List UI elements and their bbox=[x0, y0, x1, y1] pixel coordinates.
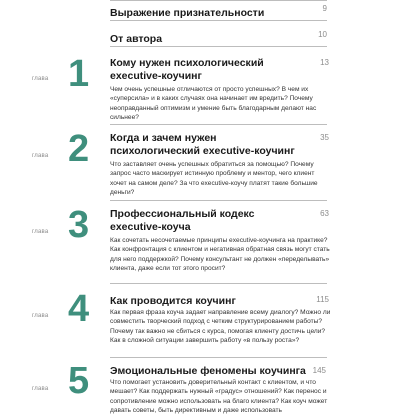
chapter-label: глава bbox=[32, 313, 49, 319]
top-rule bbox=[110, 0, 327, 1]
divider bbox=[110, 200, 327, 201]
divider bbox=[110, 20, 327, 21]
chapter-title: Как проводится коучинг bbox=[110, 295, 236, 307]
chapter-number: 2 bbox=[68, 128, 90, 170]
chapter-page: 115 bbox=[316, 295, 329, 304]
chapter-page: 63 bbox=[320, 209, 329, 218]
toc-entry-page: 9 bbox=[322, 4, 327, 13]
toc-entry-from-author[interactable] bbox=[110, 29, 327, 43]
divider bbox=[110, 357, 327, 358]
chapter-description: Чем очень успешные отличаются от просто успешных? В чем их «суперсила» и в каких случаях она начинает им вредить? Почему неоправданный оптимизм и умение быть благодарным делают нас сильнее? bbox=[110, 86, 317, 121]
chapter-title: Кому нужен психологический executive-коучинг bbox=[110, 57, 264, 82]
toc-entry-acknowledgements[interactable] bbox=[110, 3, 327, 17]
chapter-4[interactable] bbox=[0, 290, 420, 350]
chapter-number: 1 bbox=[68, 53, 90, 95]
chapter-description: Как первая фраза коуча задает направление всему диалогу? Можно ли совместить творческий подход с четким структурированием работы? Почему так важно не сбиться с курса, помогая клиенту достичь цели? Как в сложной ситуации завершить работу «в пользу роста»? bbox=[110, 309, 331, 344]
chapter-description: Что заставляет очень успешных обратиться за помощью? Почему запрос часто маскирует истинную проблему и ментор, чего клиент хочет на самом деле? За что executive-коучу платят такие большие деньги? bbox=[110, 161, 318, 196]
chapter-1[interactable] bbox=[0, 55, 420, 125]
chapter-5[interactable] bbox=[0, 362, 420, 420]
chapter-page: 35 bbox=[320, 133, 329, 142]
chapter-description: Что помогает установить доверительный контакт с клиентом, и что мешает? Как поддержать нужный «градус» отношений? Как перенос и сопротивление можно использовать на благо клиента? Как коуч может давать советы, быть директивным и даже использовать bbox=[110, 379, 328, 414]
chapter-page: 145 bbox=[312, 366, 326, 375]
chapter-title: Когда и зачем нужен психологический executive-коучинг bbox=[110, 132, 295, 157]
chapter-label: глава bbox=[32, 76, 49, 82]
chapter-number: 4 bbox=[68, 288, 90, 330]
chapter-page: 13 bbox=[320, 58, 329, 67]
divider bbox=[110, 46, 327, 47]
chapter-label: глава bbox=[32, 153, 49, 159]
divider bbox=[110, 124, 327, 125]
toc-entry-page: 10 bbox=[318, 30, 327, 39]
divider bbox=[110, 283, 327, 284]
toc-entry-title: От автора bbox=[110, 33, 163, 45]
chapter-number: 3 bbox=[68, 204, 90, 246]
chapter-number: 5 bbox=[68, 362, 90, 402]
chapter-label: глава bbox=[32, 229, 49, 235]
chapter-3[interactable] bbox=[0, 206, 420, 276]
chapter-label: глава bbox=[32, 386, 49, 392]
chapter-title: Эмоциональные феномены коучинга bbox=[110, 365, 306, 377]
chapter-title: Профессиональный кодекс executive-коуча bbox=[110, 208, 255, 233]
chapter-description: Как сочетать несочетаемые принципы executive-коучинга на практике? Как конфронтация с клиентом и негативная обратная связь могут стать для него поддержкой? Почему консультант не должен «переделывать» клиента, даже если тот этого просит? bbox=[110, 237, 330, 272]
toc-entry-title: Выражение признательности bbox=[110, 7, 265, 19]
chapter-2[interactable] bbox=[0, 128, 420, 196]
